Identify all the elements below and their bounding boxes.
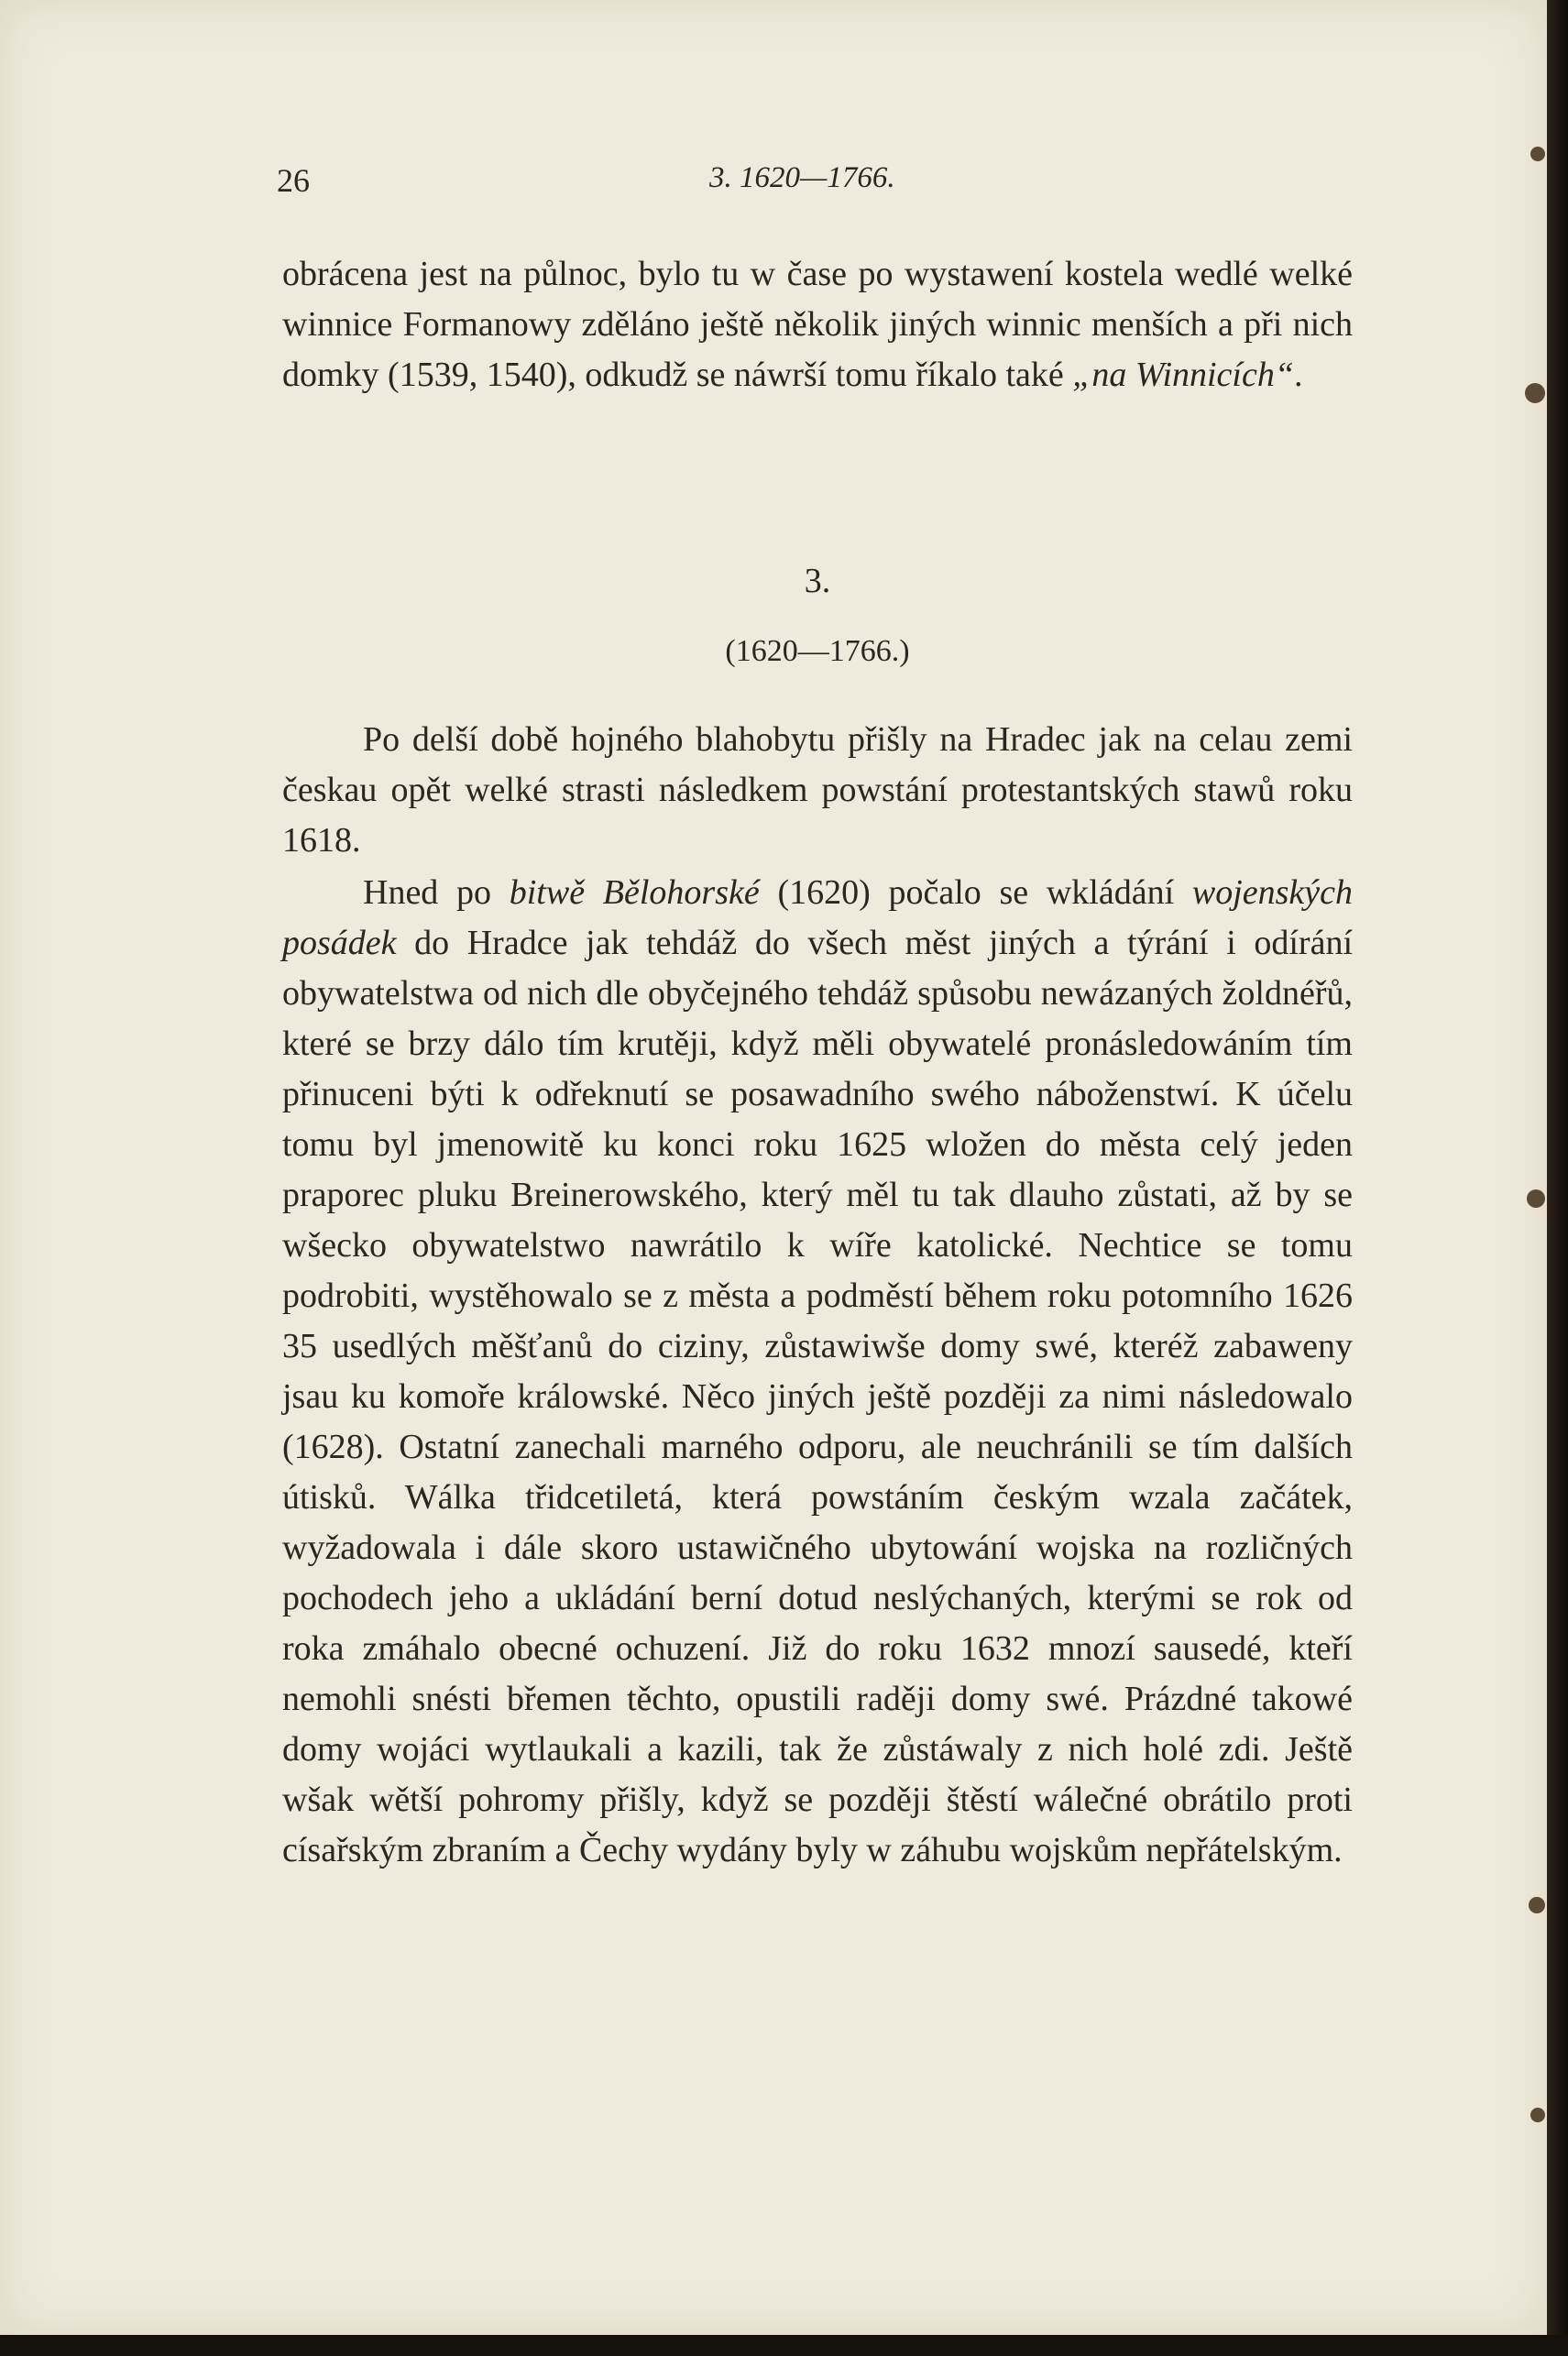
section-dates: (1620—1766.) [725, 634, 910, 668]
page-header [277, 161, 1354, 207]
margin-mark [1529, 1897, 1545, 1913]
section-number: 3. [804, 562, 831, 600]
paragraph-1-italic: „na Winnicích“ [1072, 356, 1294, 394]
page-edge-bottom [0, 2335, 1568, 2356]
paragraph-3-italic-2: wojenských posádek [282, 873, 1354, 962]
page-number: 26 [277, 162, 310, 199]
paragraph-3-part-2: (1620) počalo se wkládání [777, 873, 1175, 912]
page-edge-right [1547, 0, 1568, 2356]
running-head: 3. 1620—1766. [709, 161, 895, 194]
margin-mark [1525, 383, 1545, 403]
paragraph-3-italic-1: bitwě Bělohorské [509, 873, 760, 912]
paragraph-1-text: obrácena jest na půlnoc, bylo tu w čase po wystawení kostela wedlé welké winnice Formanowy zděláno ještě několik jiných winnic menších a při nich domky (1539, 1540), odkudž se náwrší tomu říkalo také [282, 255, 1353, 394]
margin-mark [1527, 1189, 1545, 1208]
paragraph-2 [282, 715, 1353, 866]
margin-mark [1530, 147, 1545, 161]
paragraph-1-end: . [1293, 356, 1303, 394]
paragraph-3-text [282, 868, 1353, 1876]
paragraph-2-text: Po delší době hojného blahobytu přišly na Hradec jak na celau zemi českau opět welké strasti následkem powstání protestantských stawů roku 1618. [282, 720, 1353, 860]
paragraph-3 [282, 868, 1353, 1876]
paragraph-3-part-3: do Hradce jak tehdáž do všech měst jiných a týrání i odírání obywatelstwa od nich dle obyčejného tehdáž spůsobu newázaných žoldnéřů, které se brzy dálo tím krutěji, když měli obywatelé pronásledowáním tím přinuceni býti k odřeknutí se posawadního swého náboženstwí. K účelu tomu byl jmenowitě ku konci roku 1625 wložen do města celý jeden praporec pluku Breinerowského, který měl tu tak dlauho zůstati, až by se wšecko obywatelstwo nawrátilo k wíře katolické. Nechtice se tomu podrobiti, wystěhowalo se z města a podměstí během roku potomního 1626 35 usedlých měšťanů do ciziny, zůstawiwše domy swé, kteréž zabaweny jsau ku komoře králowské. Něco jiných ještě později za nimi následowalo (1628). Ostatní zanechali marného odporu, ale neuchránili se tím dalších útisků. Wálka třidcetiletá, která powstáním českým wzala začátek, wyžadowala i dále skoro ustawičného ubytowání wojska na rozličných pochodech jeho a ukládání berní dotud neslýchaných, kterými se rok od roka zmáhalo obecné ochuzení. Již do roku 1632 mnozí sausedé, kteří nemohli snésti břemen těchto, opustili raději domy swé. Prázdné takowé domy wojáci wytlaukali a kazili, tak že zůstáwaly z nich holé zdi. Ještě wšak wětší pohromy přišly, když se později štěstí wálečné obrátilo proti císařským zbraním a Čechy wydány byly w záhubu wojskům nepřátelským. [282, 924, 1353, 1869]
paragraph-3-part-1: Hned po [363, 873, 492, 912]
margin-mark [1530, 2108, 1545, 2122]
paragraph-1 [282, 249, 1353, 400]
